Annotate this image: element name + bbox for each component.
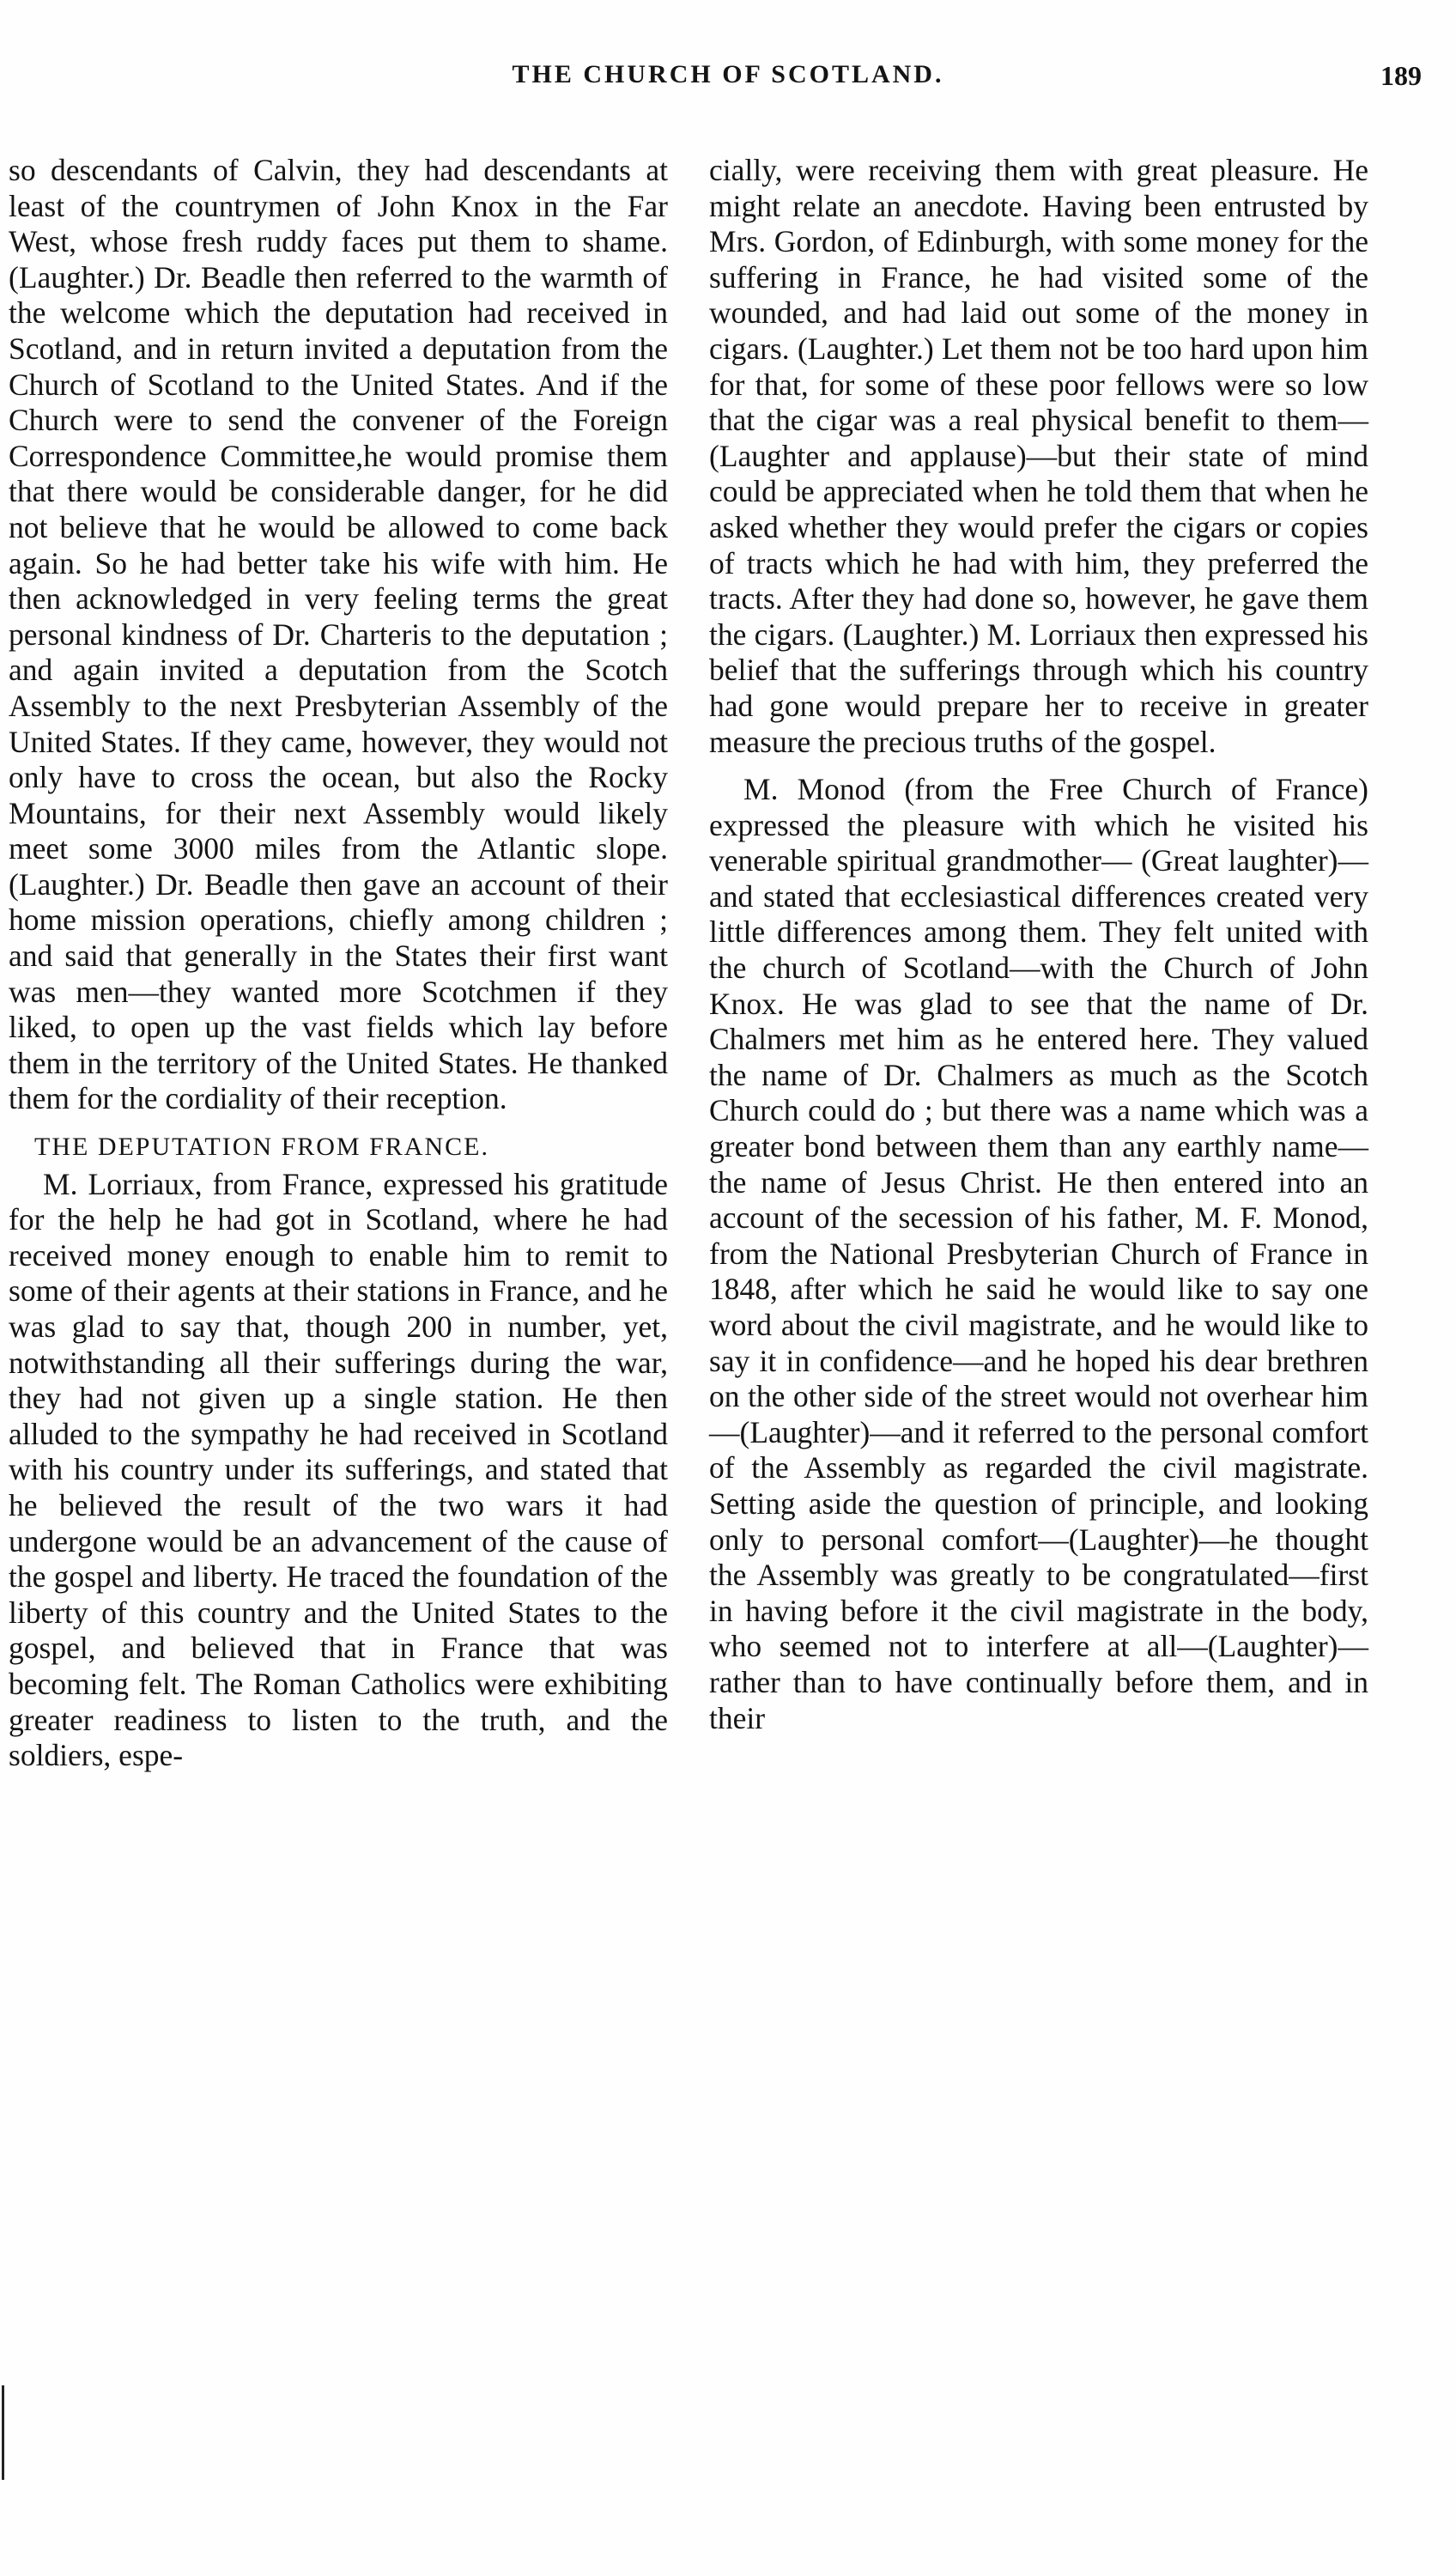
- right-column: [709, 153, 1368, 2542]
- paragraph-lorriaux: M. Lorriaux, from France, expressed his gratitude for the help he had got in Scotland, where he had received money enough to enable him to remit to some of their agents at their stations in France, and he was glad to say that, though 200 in number, yet, notwithstanding all their sufferings during the war, they had not given up a single station. He then alluded to the sympathy he had received in Scotland with his country under its sufferings, and stated that he believed the result of the two wars it had undergone would be an advancement of the cause of the gospel and liberty. He traced the foundation of the liberty of this country and the United States to the gospel, and believed that in France that was becoming felt. The Roman Catholics were exhibiting greater readiness to listen to the truth, and the soldiers, espe-: [9, 1166, 668, 1773]
- paragraph-monod: M. Monod (from the Free Church of France) expressed the pleasure with which he visited his venerable spiritual grandmother— (Great laughter)—and stated that ecclesiastical differences created very little differences among them. They felt united with the church of Scotland—with the Church of John Knox. He was glad to see that the name of Dr. Chalmers met him as he entered here. They valued the name of Dr. Chalmers as much as the Scotch Church could do ; but there was a name which was a greater bond between them than any earthly name—the name of Jesus Christ. He then entered into an account of the secession of his father, M. F. Monod, from the National Presbyterian Church of France in 1848, after which he said he would like to say one word about the civil magistrate, and he would like to say it in confidence—and he hoped his dear brethren on the other side of the street would not overhear him—(Laughter)—and it referred to the personal comfort of the Assembly as regarded the civil magistrate. Setting aside the question of principle, and looking only to personal comfort—(Laughter)—he thought the Assembly was greatly to be congratulated—first in having before it the civil magistrate in the body, who seemed not to interfere at all—(Laughter)—rather than to have continually before them, and in their: [709, 772, 1368, 1735]
- page-number: 189: [1380, 60, 1422, 91]
- margin-mark: [2, 2385, 4, 2480]
- paragraph-beadle-continued: so descendants of Calvin, they had descendants at least of the countrymen of John Knox in the Far West, whose fresh ruddy faces put them to shame. (Laughter.) Dr. Beadle then referred to the warmth of the welcome which the deputation had received in Scotland, and in return invited a deputation from the Church of Scotland to the United States. And if the Church were to send the convener of the Foreign Correspondence Committee,he would promise them that there would be considerable danger, for he did not believe that he would be allowed to come back again. So he had better take his wife with him. He then acknowledged in very feeling terms the great personal kindness of Dr. Charteris to the deputation ; and again invited a deputation from the Scotch Assembly to the next Presbyterian Assembly of the United States. If they came, however, they would not only have to cross the ocean, but also the Rocky Mountains, for their next Assembly would likely meet some 3000 miles from the Atlantic slope. (Laughter.) Dr. Beadle then gave an account of their home mission operations, chiefly among children ; and said that generally in the States their first want was men—they wanted more Scotchmen if they liked, to open up the vast fields which lay before them in the territory of the United States. He thanked them for the cordiality of their reception.: [9, 153, 668, 1116]
- column-gutter: [692, 156, 693, 2526]
- left-column: [9, 153, 668, 2542]
- paragraph-lorriaux-continued: cially, were receiving them with great pleasure. He might relate an anecdote. Having been entrusted by Mrs. Gordon, of Edinburgh, with some money for the suffering in France, he had visited some of the wounded, and had laid out some of the money in cigars. (Laughter.) Let them not be too hard upon him for that, for some of these poor fellows were so low that the cigar was a real physical benefit to them—(Laughter and applause)—but their state of mind could be appreciated when he told them that when he asked whether they would prefer the cigars or copies of tracts which he had with him, they preferred the tracts. After they had done so, however, he gave them the cigars. (Laughter.) M. Lorriaux then expressed his belief that the sufferings through which his country had gone would prepare her to receive in greater measure the precious truths of the gospel.: [709, 153, 1368, 759]
- section-heading-deputation-from-france: THE DEPUTATION FROM FRANCE.: [34, 1133, 489, 1162]
- running-head: [0, 60, 1456, 103]
- running-title: THE CHURCH OF SCOTLAND.: [512, 60, 944, 88]
